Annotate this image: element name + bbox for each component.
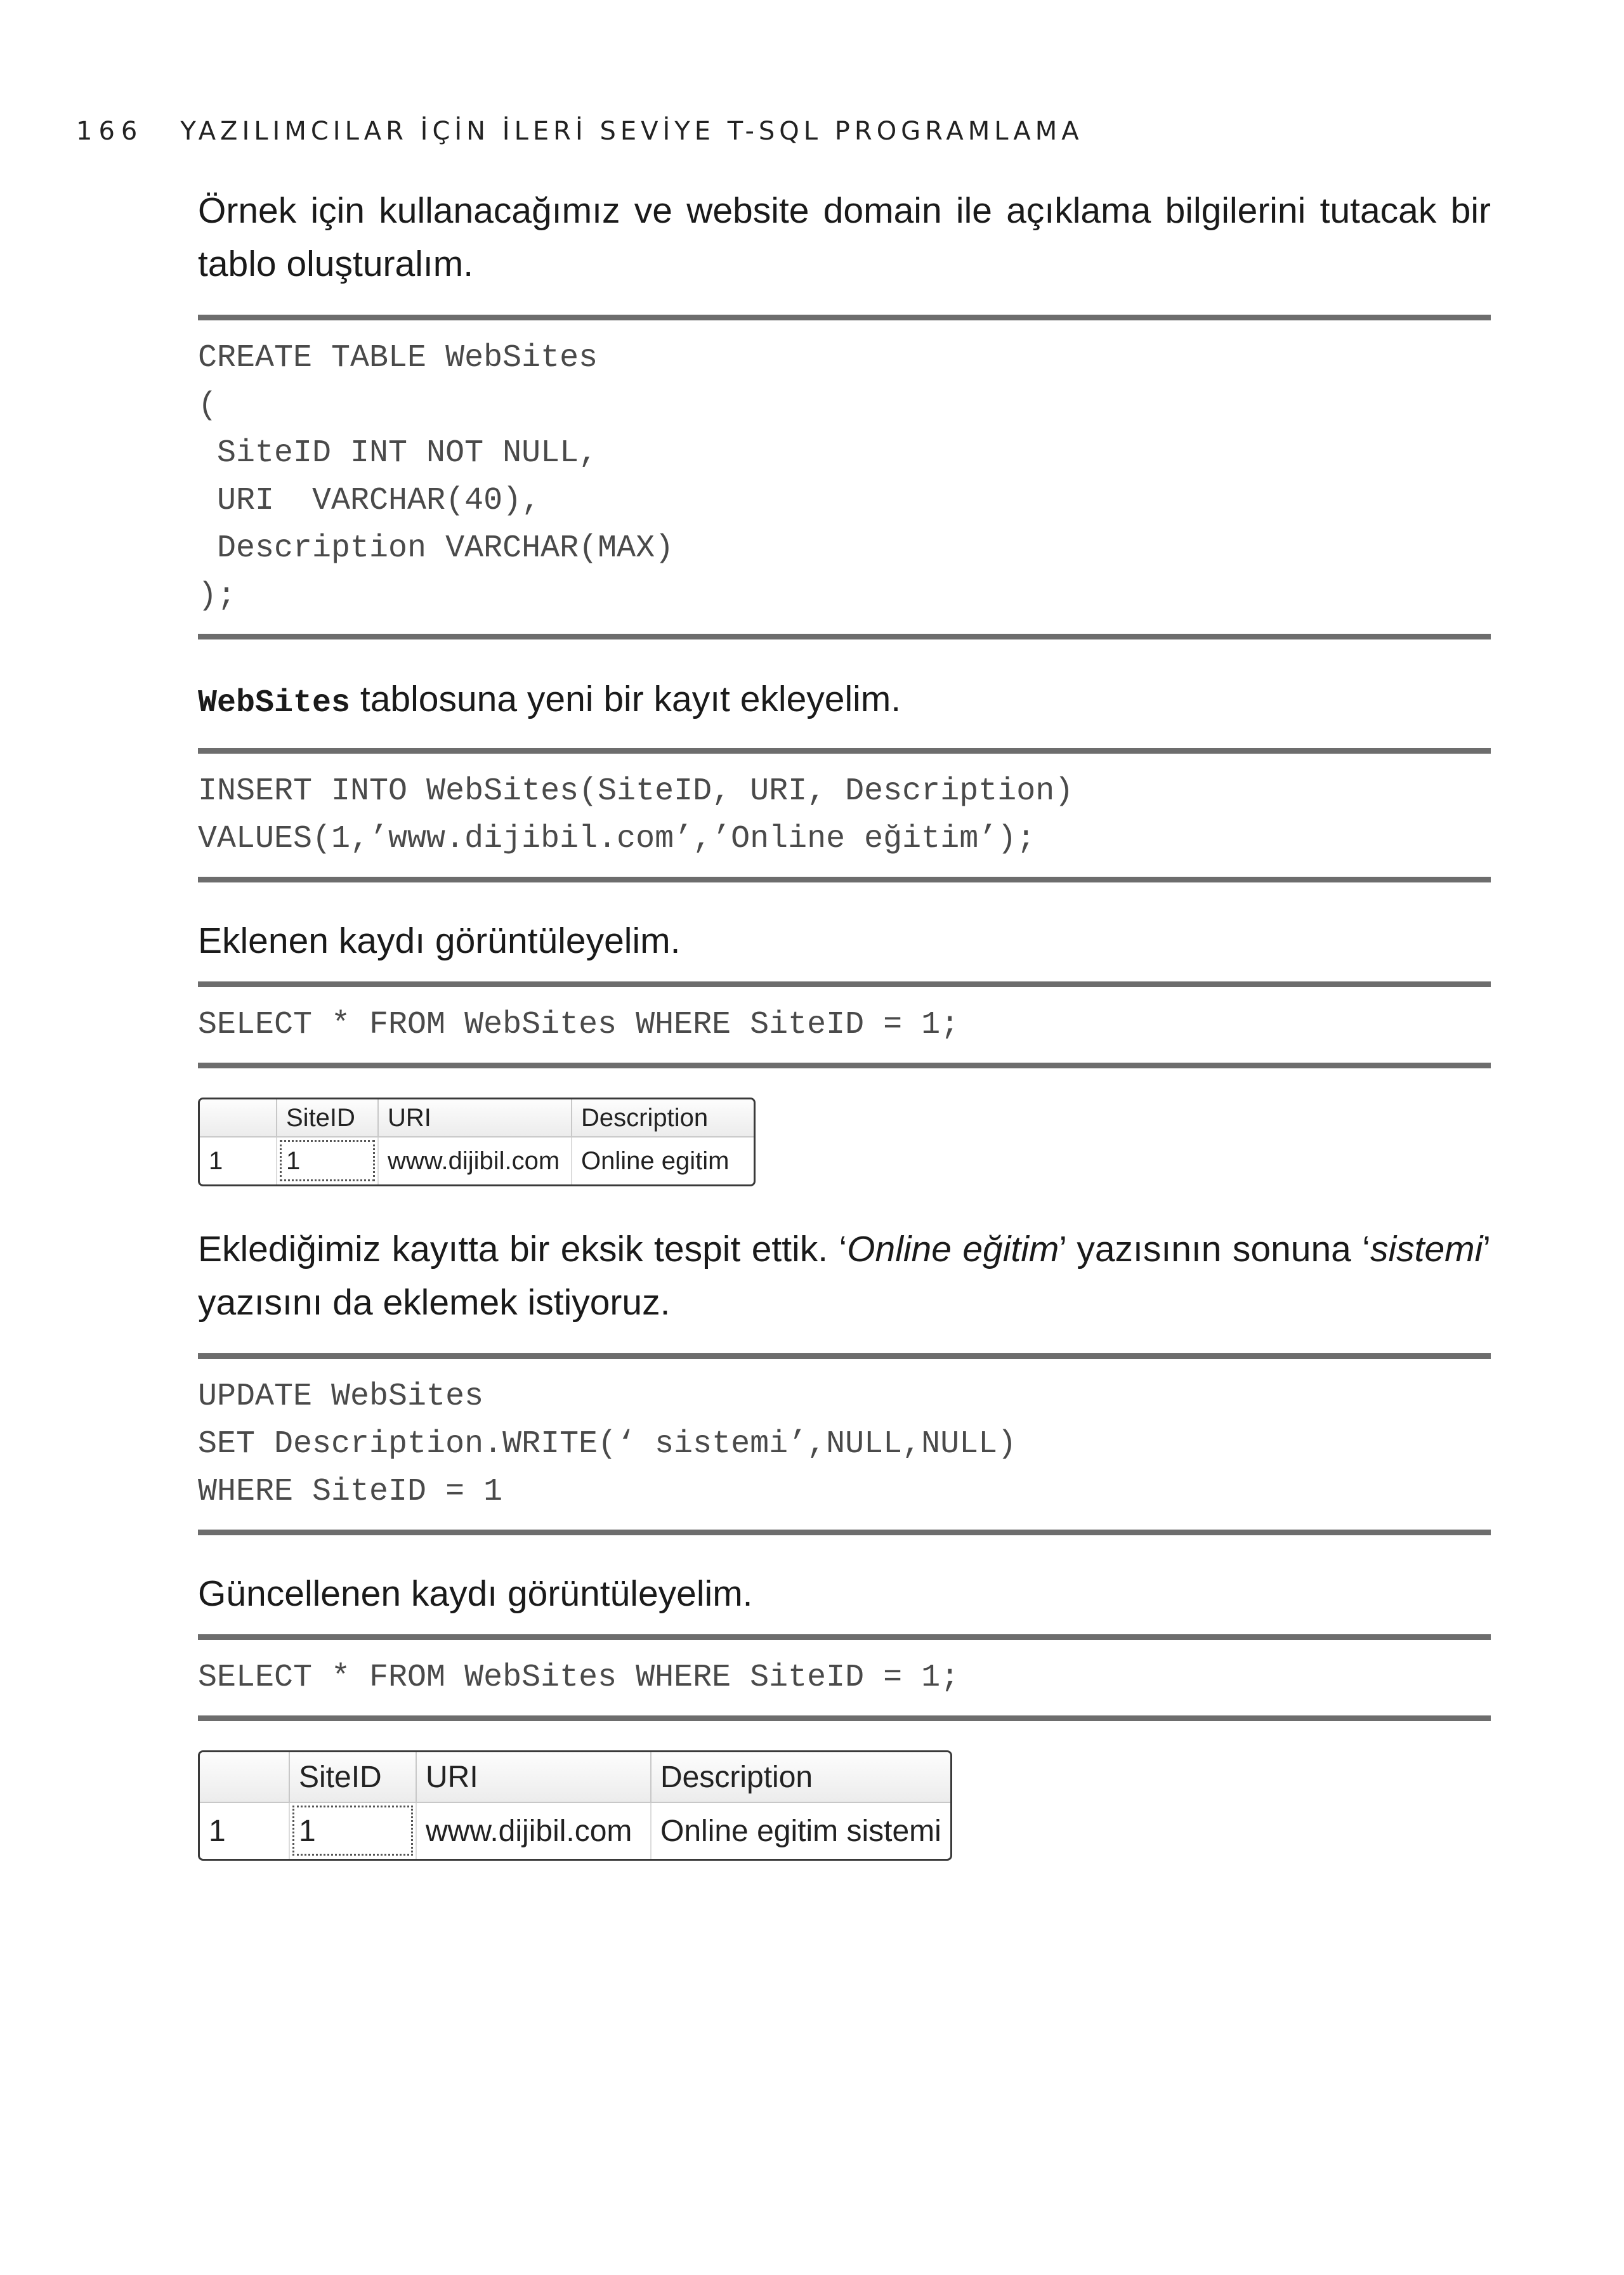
header-siteid[interactable]: SiteID xyxy=(289,1752,416,1802)
updated-select-paragraph: Güncellenen kaydı görüntüleyelim. xyxy=(198,1573,753,1614)
row-number: 1 xyxy=(200,1137,277,1184)
code-insert: INSERT INTO WebSites(SiteID, URI, Description) VALUES(1,’www.dijibil.com’,’Online eğitim’); xyxy=(198,748,1491,882)
cell-uri[interactable]: www.dijibil.com xyxy=(416,1802,651,1859)
code-select-1: SELECT * FROM WebSites WHERE SiteID = 1; xyxy=(198,981,1491,1068)
cell-siteid[interactable]: 1 xyxy=(289,1802,416,1859)
update-paragraph-part2: ’ yazısının sonuna ‘ xyxy=(1059,1229,1370,1269)
update-paragraph-em2: sistemi xyxy=(1370,1229,1483,1269)
row-number-header xyxy=(200,1752,289,1802)
grid-header-row xyxy=(200,1752,950,1802)
code-update: UPDATE WebSites SET Description.WRITE(‘ sistemi’,NULL,NULL) WHERE SiteID = 1 xyxy=(198,1353,1491,1535)
grid-header-row xyxy=(200,1099,754,1137)
header-description[interactable]: Description xyxy=(651,1752,950,1802)
running-header xyxy=(76,117,1084,146)
header-uri[interactable]: URI xyxy=(378,1099,572,1137)
header-description[interactable]: Description xyxy=(572,1099,754,1137)
page-content xyxy=(198,184,1491,1864)
cell-description[interactable]: Online egitim xyxy=(581,1146,730,1175)
select-paragraph: Eklenen kaydı görüntüleyelim. xyxy=(198,921,681,961)
header-siteid[interactable]: SiteID xyxy=(277,1099,378,1137)
insert-paragraph-text: tablosuna yeni bir kayıt ekleyelim. xyxy=(350,679,901,719)
code-select-2: SELECT * FROM WebSites WHERE SiteID = 1; xyxy=(198,1634,1491,1721)
table-row xyxy=(200,1137,754,1184)
result-grid-1 xyxy=(198,1098,756,1186)
book-title: YAZILIMCILAR İÇİN İLERİ SEVİYE T-SQL PROGRAMLAMA xyxy=(180,117,1084,146)
code-create-table: CREATE TABLE WebSites ( SiteID INT NOT NULL, URI VARCHAR(40), Description VARCHAR(MAX) ); xyxy=(198,315,1491,639)
page-number: 166 xyxy=(76,117,144,146)
row-number-header xyxy=(200,1099,277,1137)
intro-paragraph: Örnek için kullanacağımız ve website domain ile açıklama bilgilerini tutacak bir tablo oluşturalım. xyxy=(198,190,1491,284)
update-paragraph xyxy=(198,1223,1491,1329)
insert-paragraph xyxy=(198,672,1491,730)
table-row xyxy=(200,1802,950,1859)
cell-description[interactable]: Online egitim sistemi xyxy=(660,1814,941,1848)
row-number: 1 xyxy=(200,1802,289,1859)
update-paragraph-em1: Online eğitim xyxy=(847,1229,1059,1269)
inline-code-websites: WebSites xyxy=(198,685,351,721)
update-paragraph-part1: Eklediğimiz kayıtta bir eksik tespit ettik. ‘ xyxy=(198,1229,848,1269)
result-grid-2 xyxy=(198,1750,952,1861)
header-uri[interactable]: URI xyxy=(416,1752,651,1802)
cell-siteid[interactable]: 1 xyxy=(277,1137,378,1184)
cell-uri[interactable]: www.dijibil.com xyxy=(378,1137,572,1184)
update-paragraph-part3: ’ yazısını da eklemek istiyoruz. xyxy=(198,1229,1491,1323)
